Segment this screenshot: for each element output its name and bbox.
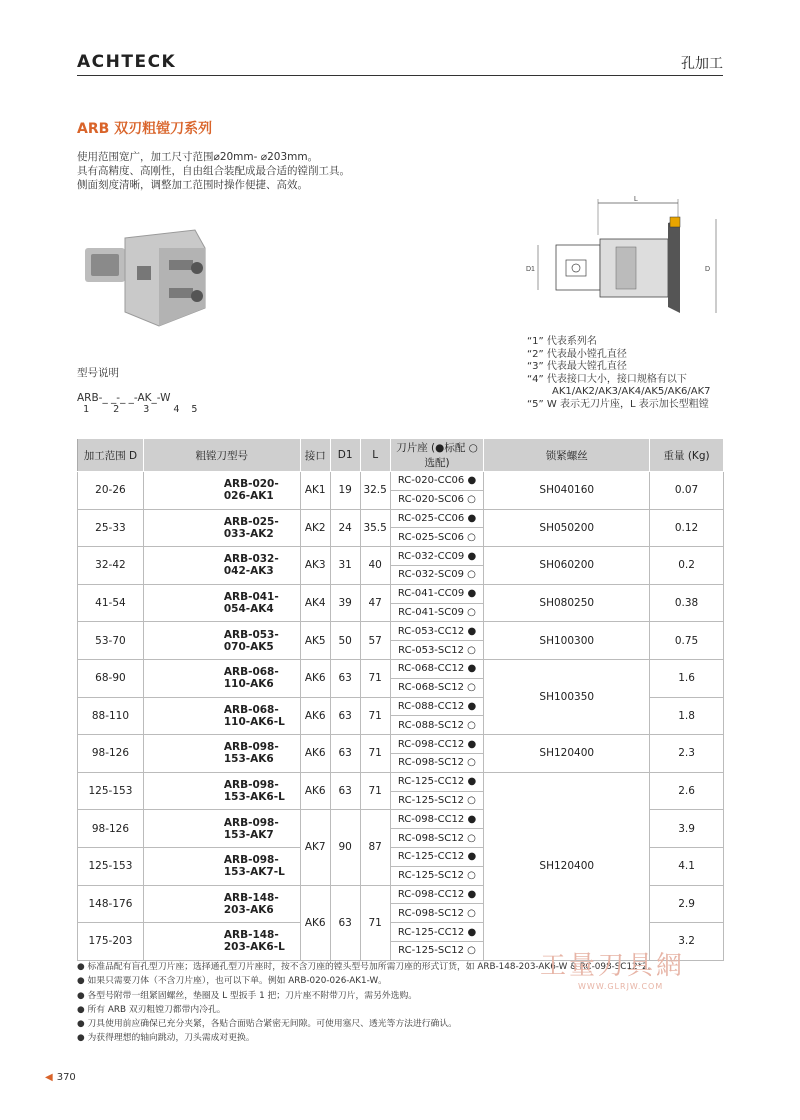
cell-l: 32.5: [360, 472, 390, 510]
cell-insert: RC-068-SC12 ○: [390, 678, 484, 697]
cell-weight: 0.2: [650, 547, 724, 585]
note-item: ● 所有 ARB 双刃粗镗刀都带内冷孔。: [77, 1004, 226, 1015]
note-item: ● 为获得理想的轴向跳动，刀头需成对更换。: [77, 1033, 255, 1044]
cell-screw: SH060200: [484, 547, 650, 585]
cell-model: ARB-041-054-AK4: [143, 584, 300, 622]
cell-screw: SH080250: [484, 584, 650, 622]
cell-model: ARB-098-153-AK7: [143, 810, 300, 848]
cell-model: ARB-098-153-AK6: [143, 735, 300, 773]
cell-model: ARB-098-153-AK6-L: [143, 772, 300, 810]
cell-weight: 0.38: [650, 584, 724, 622]
legend-item: AK1/AK2/AK3/AK4/AK5/AK6/AK7: [552, 386, 711, 397]
cell-d1: 31: [330, 547, 360, 585]
cell-insert: RC-125-CC12 ●: [390, 923, 484, 942]
cell-weight: 3.9: [650, 810, 724, 848]
cell-d1: 63: [330, 735, 360, 773]
note-item: ● 如果只需要刀体（不含刀片座），也可以下单。例如 ARB-020-026-AK1-W。: [77, 976, 387, 987]
cell-range: 98-126: [78, 810, 144, 848]
cell-l: 87: [360, 810, 390, 885]
cell-range: 53-70: [78, 622, 144, 660]
cell-range: 20-26: [78, 472, 144, 510]
triangle-left-icon: ◀: [45, 1072, 53, 1083]
cell-weight: 0.12: [650, 509, 724, 547]
cell-insert: RC-098-CC12 ●: [390, 885, 484, 904]
brand-logo: ACHTECK: [77, 52, 177, 72]
cell-port: AK6: [300, 697, 330, 735]
cell-insert: RC-088-CC12 ●: [390, 697, 484, 716]
col-header: 粗镗刀型号: [143, 439, 300, 472]
cell-l: 35.5: [360, 509, 390, 547]
cell-weight: 3.2: [650, 923, 724, 961]
cell-insert: RC-125-SC12 ○: [390, 791, 484, 810]
cell-range: 25-33: [78, 509, 144, 547]
cell-d1: 90: [330, 810, 360, 885]
cell-weight: 2.9: [650, 885, 724, 923]
table-row: [78, 735, 724, 754]
cell-insert: RC-032-CC09 ●: [390, 547, 484, 566]
cell-range: 125-153: [78, 772, 144, 810]
cell-d1: 63: [330, 772, 360, 810]
cell-range: 68-90: [78, 659, 144, 697]
note-item: ● 刀具使用前应确保已充分夹紧，各贴合面贴合紧密无间隙。可使用塞尺、透光等方法进行确认。: [77, 1019, 457, 1030]
cell-port: AK6: [300, 735, 330, 773]
cell-port: AK1: [300, 472, 330, 510]
cell-l: 71: [360, 697, 390, 735]
watermark-url: WWW.GLRJW.COM: [578, 982, 664, 991]
cell-l: 57: [360, 622, 390, 660]
dim-d1-label: D1: [526, 266, 535, 273]
cell-model: ARB-148-203-AK6-L: [143, 923, 300, 961]
cell-l: 71: [360, 772, 390, 810]
cell-weight: 0.75: [650, 622, 724, 660]
cell-insert: RC-068-CC12 ●: [390, 659, 484, 678]
note-item: ● 各型号附带一组紧固螺丝，垫圈及 L 型扳手 1 把；刀片座不附带刀片，需另外选购。: [77, 990, 418, 1001]
header-divider: [77, 75, 723, 76]
col-header: 加工范围 D: [78, 439, 144, 472]
table-header-row: [78, 439, 724, 472]
col-header: L: [360, 439, 390, 472]
cell-model: ARB-053-070-AK5: [143, 622, 300, 660]
cell-model: ARB-020-026-AK1: [143, 472, 300, 510]
cell-model: ARB-098-153-AK7-L: [143, 847, 300, 885]
cell-l: 40: [360, 547, 390, 585]
cell-insert: RC-020-SC06 ○: [390, 490, 484, 509]
intro-line: 使用范围宽广，加工尺寸范围⌀20mm- ⌀203mm。: [77, 151, 319, 163]
spec-table: [77, 438, 724, 961]
cell-port: AK6: [300, 659, 330, 697]
cell-l: 47: [360, 584, 390, 622]
model-code-numbers: 1 2 3 4 5: [77, 404, 198, 415]
cell-port: AK6: [300, 885, 330, 960]
table-row: [78, 547, 724, 566]
cell-weight: 1.6: [650, 659, 724, 697]
cell-port: AK5: [300, 622, 330, 660]
table-row: [78, 622, 724, 641]
cell-range: 148-176: [78, 885, 144, 923]
cell-port: AK7: [300, 810, 330, 885]
dim-d-label: D: [705, 266, 711, 273]
table-row: [78, 772, 724, 791]
col-header: 重量 (Kg): [650, 439, 724, 472]
cell-screw: SH040160: [484, 472, 650, 510]
cell-screw: SH120400: [484, 772, 650, 960]
cell-insert: RC-125-SC12 ○: [390, 941, 484, 960]
section-title: 孔加工: [681, 56, 723, 72]
col-header: 刀片座 (●标配 ○选配): [390, 439, 484, 472]
cell-model: ARB-025-033-AK2: [143, 509, 300, 547]
cell-model: ARB-148-203-AK6: [143, 885, 300, 923]
cell-d1: 63: [330, 697, 360, 735]
cell-range: 32-42: [78, 547, 144, 585]
cell-port: AK3: [300, 547, 330, 585]
watermark: [540, 945, 685, 991]
cell-insert: RC-125-SC12 ○: [390, 866, 484, 885]
cell-weight: 0.07: [650, 472, 724, 510]
legend-item: “5” W 表示无刀片座，L 表示加长型粗镗: [527, 398, 709, 410]
code-legend: [527, 336, 711, 411]
cell-insert: RC-098-CC12 ●: [390, 735, 484, 754]
legend-item: “1” 代表系列名: [527, 336, 597, 347]
cell-screw: SH100300: [484, 622, 650, 660]
cell-weight: 4.1: [650, 847, 724, 885]
cell-screw: SH100350: [484, 659, 650, 734]
cell-insert: RC-098-CC12 ●: [390, 810, 484, 829]
product-photo: [77, 208, 237, 338]
cell-weight: 2.3: [650, 735, 724, 773]
col-header: D1: [330, 439, 360, 472]
col-header: 锁紧螺丝: [484, 439, 650, 472]
cell-insert: RC-088-SC12 ○: [390, 716, 484, 735]
cell-insert: RC-098-SC12 ○: [390, 753, 484, 772]
cell-range: 88-110: [78, 697, 144, 735]
cell-insert: RC-098-SC12 ○: [390, 904, 484, 923]
cell-insert: RC-041-CC09 ●: [390, 584, 484, 603]
cell-weight: 1.8: [650, 697, 724, 735]
cell-screw: SH120400: [484, 735, 650, 773]
cell-insert: RC-098-SC12 ○: [390, 829, 484, 848]
table-row: [78, 584, 724, 603]
cell-insert: RC-053-CC12 ●: [390, 622, 484, 641]
intro-line: 侧面刻度清晰，调整加工范围时操作便捷、高效。: [77, 179, 308, 191]
cell-weight: 2.6: [650, 772, 724, 810]
table-row: [78, 659, 724, 678]
cell-insert: RC-053-SC12 ○: [390, 641, 484, 660]
cell-l: 71: [360, 885, 390, 960]
cell-insert: RC-025-CC06 ●: [390, 509, 484, 528]
technical-drawing: [520, 195, 725, 320]
cell-insert: RC-032-SC09 ○: [390, 565, 484, 584]
watermark-text: 工量刀具網: [540, 951, 686, 981]
model-explain-heading: 型号说明: [77, 367, 119, 379]
cell-insert: RC-020-CC06 ●: [390, 472, 484, 491]
table-row: [78, 509, 724, 528]
cell-d1: 50: [330, 622, 360, 660]
cell-range: 125-153: [78, 847, 144, 885]
legend-item: “3” 代表最大镗孔直径: [527, 361, 627, 372]
cell-model: ARB-068-110-AK6: [143, 659, 300, 697]
cell-insert: RC-025-SC06 ○: [390, 528, 484, 547]
page-number: 370: [56, 1072, 76, 1083]
col-header: 接口: [300, 439, 330, 472]
cell-port: AK4: [300, 584, 330, 622]
intro-text: [77, 150, 350, 192]
cell-d1: 19: [330, 472, 360, 510]
legend-item: “2” 代表最小镗孔直径: [527, 348, 627, 360]
cell-port: AK6: [300, 772, 330, 810]
note-item: ● 标准品配有盲孔型刀片座；选择通孔型刀片座时，按不含刀座的镗头型号加所需刀座的形式订货，如 ARB-148-203-AK6-W & RC-098-SC12*2。: [77, 962, 657, 972]
cell-insert: RC-041-SC09 ○: [390, 603, 484, 622]
cell-l: 71: [360, 735, 390, 773]
product-title: ARB 双刃粗镗刀系列: [77, 121, 213, 137]
page-footer: [45, 1072, 76, 1083]
cell-d1: 63: [330, 885, 360, 960]
cell-model: ARB-068-110-AK6-L: [143, 697, 300, 735]
intro-line: 具有高精度、高刚性，自由组合装配成最合适的镗削工具。: [77, 165, 350, 177]
cell-range: 41-54: [78, 584, 144, 622]
cell-insert: RC-125-CC12 ●: [390, 772, 484, 791]
cell-port: AK2: [300, 509, 330, 547]
model-code-pattern: ARB-_ _-_ _-AK_-W: [77, 392, 171, 404]
cell-insert: RC-125-CC12 ●: [390, 847, 484, 866]
cell-range: 98-126: [78, 735, 144, 773]
dim-l-label: L: [634, 196, 638, 203]
cell-d1: 63: [330, 659, 360, 697]
legend-item: “4” 代表接口大小，接口规格有以下: [527, 373, 687, 385]
cell-d1: 24: [330, 509, 360, 547]
cell-screw: SH050200: [484, 509, 650, 547]
table-row: [78, 472, 724, 491]
cell-model: ARB-032-042-AK3: [143, 547, 300, 585]
cell-range: 175-203: [78, 923, 144, 961]
cell-l: 71: [360, 659, 390, 697]
cell-d1: 39: [330, 584, 360, 622]
